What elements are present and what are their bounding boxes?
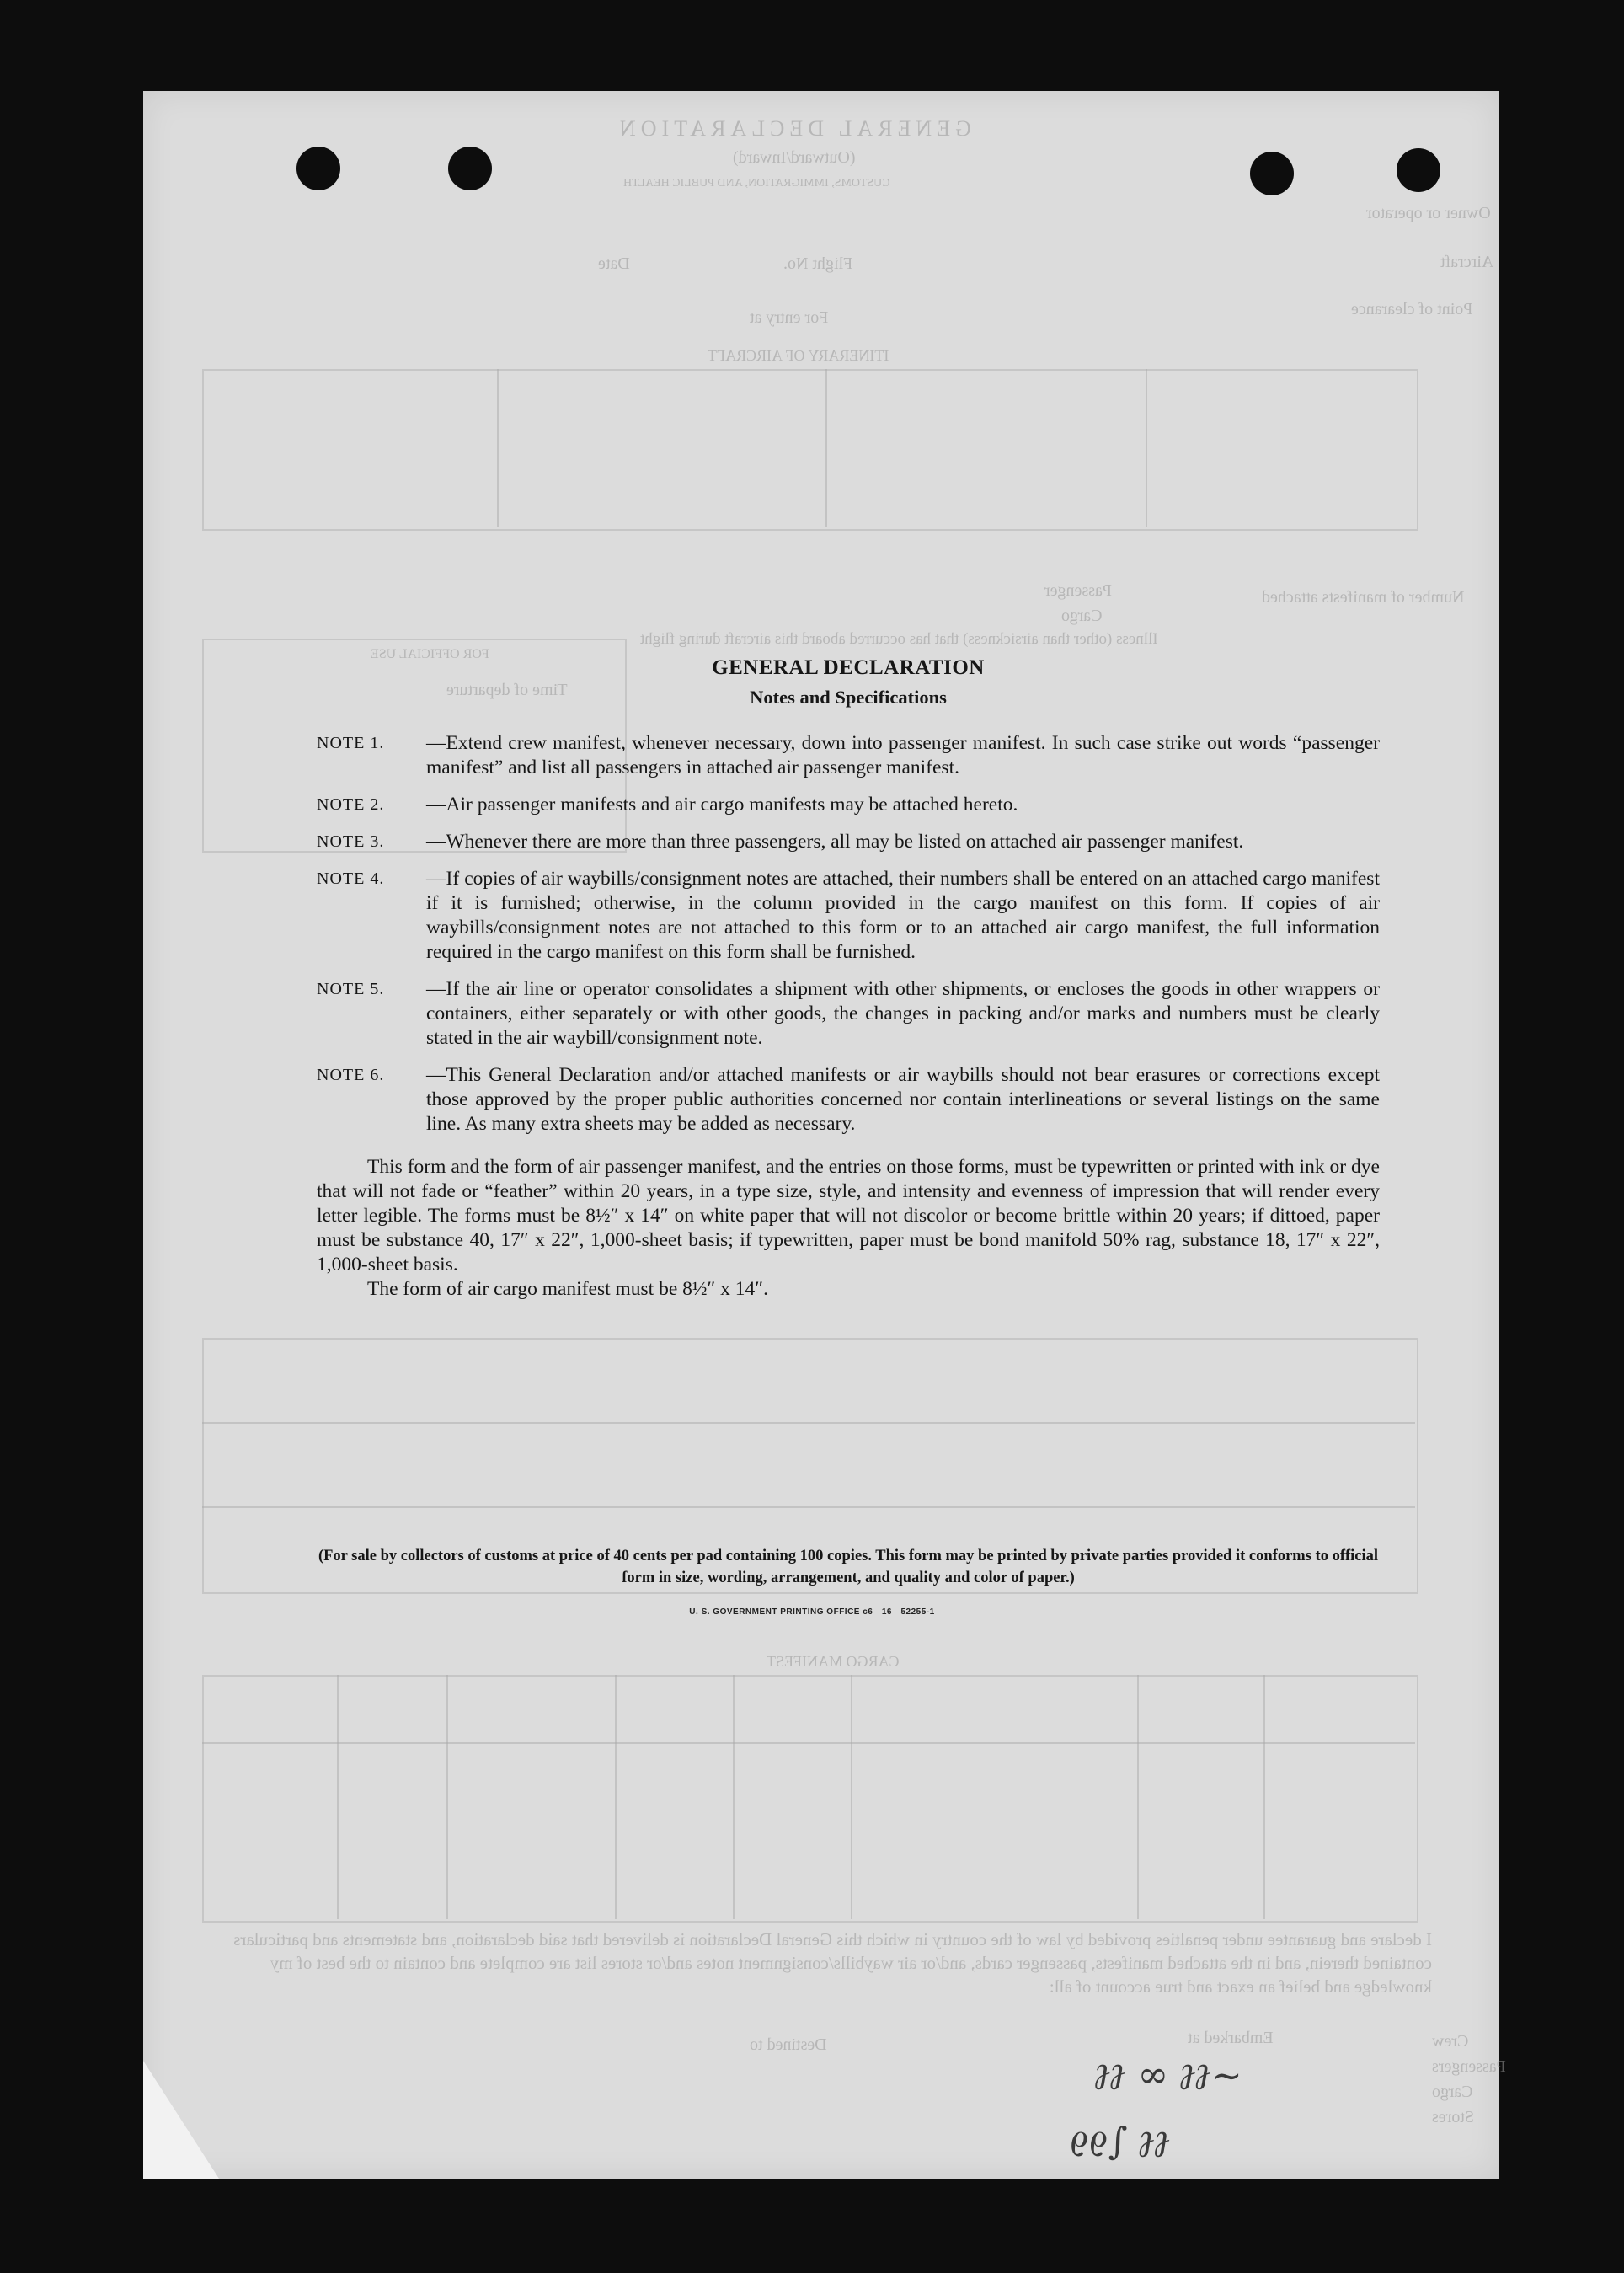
note-item: [317, 731, 1380, 780]
note-text: —If copies of air waybills/consignment notes are attached, their numbers shall be entered on an attached cargo manifest if it is furnished; otherwise, in the column provided in the cargo manifest on this form. If copies of air waybills/consignment notes are not attached to this form or to an attached air cargo manifest, the full information required in the cargo manifest on this form shall be furnished.: [426, 868, 1380, 963]
show-through-declaration: I declare and guarantee under penalties provided by law of the country in which this General Declaration is delivered that said declaration, and statements and particulars contained therein, and in the attached manifests, passenger cards, and/or air waybills/consignment notes and/or stores list are complete and contain to the best of my knowledge and belief an exact and true account of all:: [233, 1929, 1432, 1997]
sale-notice: (For sale by collectors of customs at price of 40 cents per pad containing 100 copies. This form may be printed by private parties provided it conforms to official form in size, wording, arrangement, and quality and color of paper.): [318, 1548, 1379, 1586]
punch-hole: [296, 147, 340, 190]
note-label: NOTE 2.: [317, 795, 385, 814]
show-through-departure-label: Time of departure: [446, 681, 568, 699]
note-label: NOTE 1.: [317, 734, 385, 752]
show-through-cargo-table: [202, 1675, 1418, 1923]
note-item: [317, 793, 1380, 817]
note-item: [317, 977, 1380, 1051]
note-label: NOTE 5.: [317, 980, 385, 998]
show-through-cargo-manifest-label: CARGO MANIFEST: [767, 1653, 900, 1670]
show-through-owner-label: Owner or operator: [1366, 204, 1491, 222]
show-through-official-use: FOR OFFICIAL USE: [371, 647, 489, 661]
note-item: [317, 867, 1380, 965]
show-through-cargo-label: Cargo: [1061, 607, 1103, 625]
printer-imprint: U. S. GOVERNMENT PRINTING OFFICE c6—16—52255-1: [689, 1607, 935, 1617]
show-through-aircraft-label: Aircraft: [1440, 253, 1494, 271]
note-text: —Whenever there are more than three passengers, all may be listed on attached air passenger manifest.: [426, 831, 1244, 853]
show-through-illness-label: Illness (other than airsickness) that has occurred aboard this aircraft during flight: [640, 630, 1158, 648]
note-text: —This General Declaration and/or attached manifests or air waybills should not bear erasures or corrections except those approved by the proper public authorities concerned nor contain interlineations or several listings on the same line. As many extra sheets may be added as necessary.: [426, 1064, 1380, 1135]
notes-block: [317, 655, 1380, 1302]
punch-hole: [1397, 148, 1440, 192]
cargo-manifest-size-note: The form of air cargo manifest must be 8½″ x 14″.: [367, 1278, 768, 1300]
note-text: —Extend crew manifest, whenever necessary, down into passenger manifest. In such case strike out words “passenger manifest” and list all passengers in attached air passenger manifest.: [426, 732, 1380, 778]
note-text: —Air passenger manifests and air cargo manifests may be attached hereto.: [426, 794, 1018, 816]
specification-paragraph: This form and the form of air passenger manifest, and the entries on those forms, must be typewritten or printed with ink or dye that will not fade or “feather” within 20 years, in a type size, style, and intensity and evenness of impression that will render every letter legible. The forms must be 8½″ x 14″ on white paper that will not discolor or become brittle within 20 years; if dittoed, paper must be substance 40, 17″ x 22″, 1,000-sheet basis; if typewritten, paper must be bond manifold 50% rag, substance 18, 17″ x 22″, 1,000-sheet basis.: [317, 1156, 1380, 1276]
show-through-destined-label: Destined to: [750, 2035, 827, 2054]
punch-hole: [448, 147, 492, 190]
show-through-itinerary-label: ITINERARY OF AIRCRAFT: [708, 347, 889, 364]
note-item: [317, 830, 1380, 854]
show-through-crew-list: Crew Passengers Cargo Stores: [1432, 2032, 1506, 2126]
note-item: [317, 1063, 1380, 1136]
show-through-embarked-label: Embarked at: [1188, 2029, 1274, 2047]
show-through-manifests-label: Number of manifests attached: [1262, 588, 1465, 607]
folded-corner: [143, 2061, 219, 2179]
handwriting-signature: ℓℓ ∫∂∂: [1070, 2123, 1171, 2166]
note-label: NOTE 6.: [317, 1066, 385, 1084]
show-through-passenger-label: Passenger: [1044, 581, 1112, 600]
handwriting-mark: ~ℓℓ ∞ ℓℓ: [1095, 2056, 1242, 2099]
document-title: GENERAL DECLARATION: [712, 656, 985, 679]
punch-hole: [1250, 152, 1294, 195]
note-label: NOTE 4.: [317, 869, 385, 888]
note-text: —If the air line or operator consolidates a shipment with other shipments, or encloses the goods in other wrappers or containers, either separately or with other goods, the changes in packing and/or marks and numbers must be clearly stated in the air waybill/consignment note.: [426, 978, 1380, 1049]
show-through-date-label: Date: [598, 254, 630, 273]
show-through-itinerary-table: [202, 369, 1418, 531]
show-through-clearance-label: Point of clearance: [1351, 300, 1473, 318]
show-through-header-sub: (Outward/Inward): [733, 148, 856, 167]
show-through-entry-label: For entry at: [750, 308, 829, 327]
document-subtitle: Notes and Specifications: [750, 687, 947, 708]
show-through-header-title: GENERAL DECLARATION: [615, 116, 971, 141]
show-through-flight-label: Flight No.: [783, 254, 853, 273]
note-label: NOTE 3.: [317, 832, 385, 851]
show-through-header-agency: CUSTOMS, IMMIGRATION, AND PUBLIC HEALTH: [623, 177, 890, 190]
